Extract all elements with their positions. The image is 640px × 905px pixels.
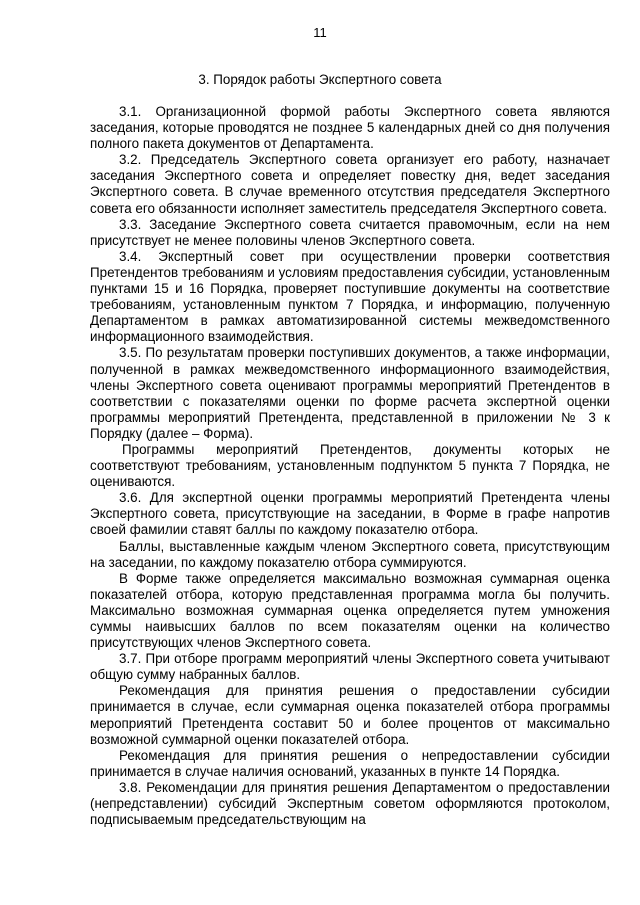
paragraph-3-6: 3.6. Для экспертной оценки программы мероприятий Претендента члены Экспертного совета, присутствующие на заседании, в Форме в графе напротив своей фамилии ставят баллы по каждому показателю отбора. [90, 490, 610, 538]
section-title: 3. Порядок работы Экспертного совета [198, 72, 442, 87]
paragraph-3-1: 3.1. Организационной формой работы Экспертного совета являются заседания, которые проводятся не позднее 5 календарных дней со дня получения полного пакета документов от Департамента. [90, 104, 610, 152]
paragraph-3-5: 3.5. По результатам проверки поступивших документов, а также информации, полученной в рамках межведомственного информационного взаимодействия, члены Экспертного совета оценивают программы мероприятий Претендентов в соответствии с показателями оценки по форме расчета экспертной оценки программы мероприятий Претендента, представленной в приложении № 3 к Порядку (далее – Форма). [90, 345, 610, 441]
paragraph-3-2: 3.2. Председатель Экспертного совета организует его работу, назначает заседания Экспертного совета и определяет повестку дня, ведет заседания Экспертного совета. В случае временного отсутствия председателя Экспертного совета его обязанности исполняет заместитель председателя Экспертного совета. [90, 152, 610, 216]
paragraph-3-6-scores: Баллы, выставленные каждым членом Экспертного совета, присутствующим на заседании, по каждому показателю отбора суммируются. [90, 538, 610, 570]
paragraph-3-7-refusal: Рекомендация для принятия решения о непредоставлении субсидии принимается в случае наличия оснований, указанных в пункте 14 Порядка. [90, 747, 610, 779]
paragraph-3-5-continued: Программы мероприятий Претендентов, документы которых не соответствуют требованиям, установленным подпунктом 5 пункта 7 Порядка, не оцениваются. [90, 441, 610, 490]
paragraph-3-6-max-score: В Форме также определяется максимально возможная суммарная оценка показателей отбора, которую представленная программа могла бы получить. Максимально возможная суммарная оценка определяется путем умножения суммы наивысших баллов по всем показателям оценки на количество присутствующих членов Экспертного совета. [90, 570, 610, 651]
page-number: 11 [313, 25, 327, 40]
paragraph-3-3: 3.3. Заседание Экспертного совета считается правомочным, если на нем присутствует не менее половины членов Экспертного совета. [90, 216, 610, 248]
paragraph-3-7-grant: Рекомендация для принятия решения о предоставлении субсидии принимается в случае, если суммарная оценка показателей отбора программы мероприятий Претендента составит 50 и более процентов от максимально возможной суммарной оценки показателей отбора. [90, 683, 610, 747]
section-body [90, 104, 610, 828]
paragraph-3-8: 3.8. Рекомендации для принятия решения Департаментом о предоставлении (непредставлении) субсидий Экспертным советом оформляются протоколом, подписываемым председательствующим на [90, 779, 610, 828]
paragraph-3-4: 3.4. Экспертный совет при осуществлении проверки соответствия Претендентов требованиям и условиям предоставления субсидии, установленным пунктами 15 и 16 Порядка, проверяет поступившие документы на соответствие требованиям, установленным пунктом 7 Порядка, и информацию, полученную Департаментом в рамках автоматизированной системы межведомственного информационного взаимодействия. [90, 248, 610, 345]
paragraph-3-7: 3.7. При отборе программ мероприятий члены Экспертного совета учитывают общую сумму набранных баллов. [90, 651, 610, 683]
